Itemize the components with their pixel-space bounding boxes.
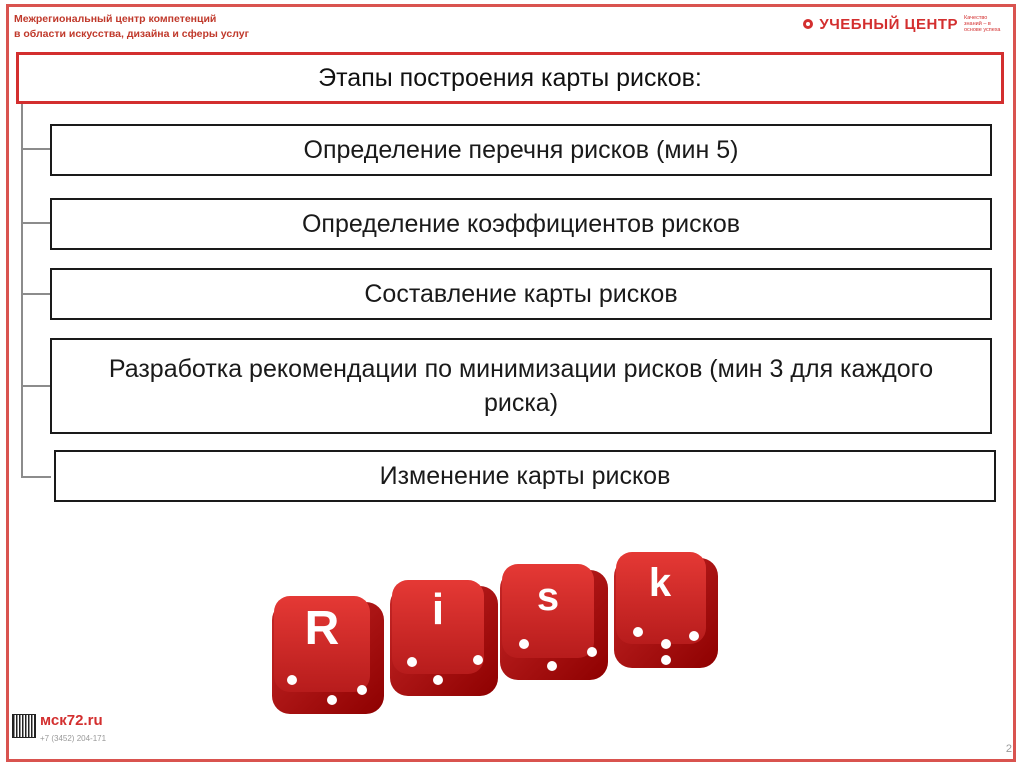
step-3: Составление карты рисков	[50, 268, 992, 320]
org-name-line2: в области искусства, дизайна и сферы услуг	[14, 28, 249, 40]
org-name-line1: Межрегиональный центр компетенций	[14, 13, 217, 25]
die-s	[500, 564, 608, 680]
logo-ring-icon	[803, 19, 813, 29]
qr-code-icon	[12, 714, 36, 738]
die-letter: k	[648, 561, 672, 605]
footer-site[interactable]: мск72.ru	[40, 712, 103, 729]
connector-branch	[21, 476, 51, 478]
connector-branch	[21, 222, 51, 224]
step-4: Разработка рекомендации по минимизации рисков (мин 3 для каждого риска)	[50, 338, 992, 434]
die-r	[272, 596, 384, 714]
footer-phone: +7 (3452) 204-171	[40, 734, 107, 743]
die-i	[390, 580, 498, 696]
slide-title: Этапы построения карты рисков:	[16, 52, 1004, 104]
die-k	[614, 552, 718, 668]
die-letter: R	[304, 602, 340, 655]
die-letter: i	[431, 585, 445, 634]
connector-branch	[21, 293, 51, 295]
risk-dice-svg	[262, 540, 722, 736]
brand-tagline: Качество знаний – в основе успеха	[964, 15, 1001, 33]
step-1: Определение перечня рисков (мин 5)	[50, 124, 992, 176]
page-number: 2	[1005, 743, 1012, 755]
risk-dice-image	[262, 540, 722, 736]
connector-branch	[21, 148, 51, 150]
step-5: Изменение карты рисков	[54, 450, 996, 502]
brand-name: УЧЕБНЫЙ ЦЕНТР	[819, 15, 958, 33]
step-2: Определение коэффициентов рисков	[50, 198, 992, 250]
org-name	[14, 12, 314, 42]
brand-logo	[803, 14, 1004, 34]
connector-line	[21, 104, 23, 477]
die-letter: s	[536, 575, 560, 619]
connector-branch	[21, 385, 51, 387]
